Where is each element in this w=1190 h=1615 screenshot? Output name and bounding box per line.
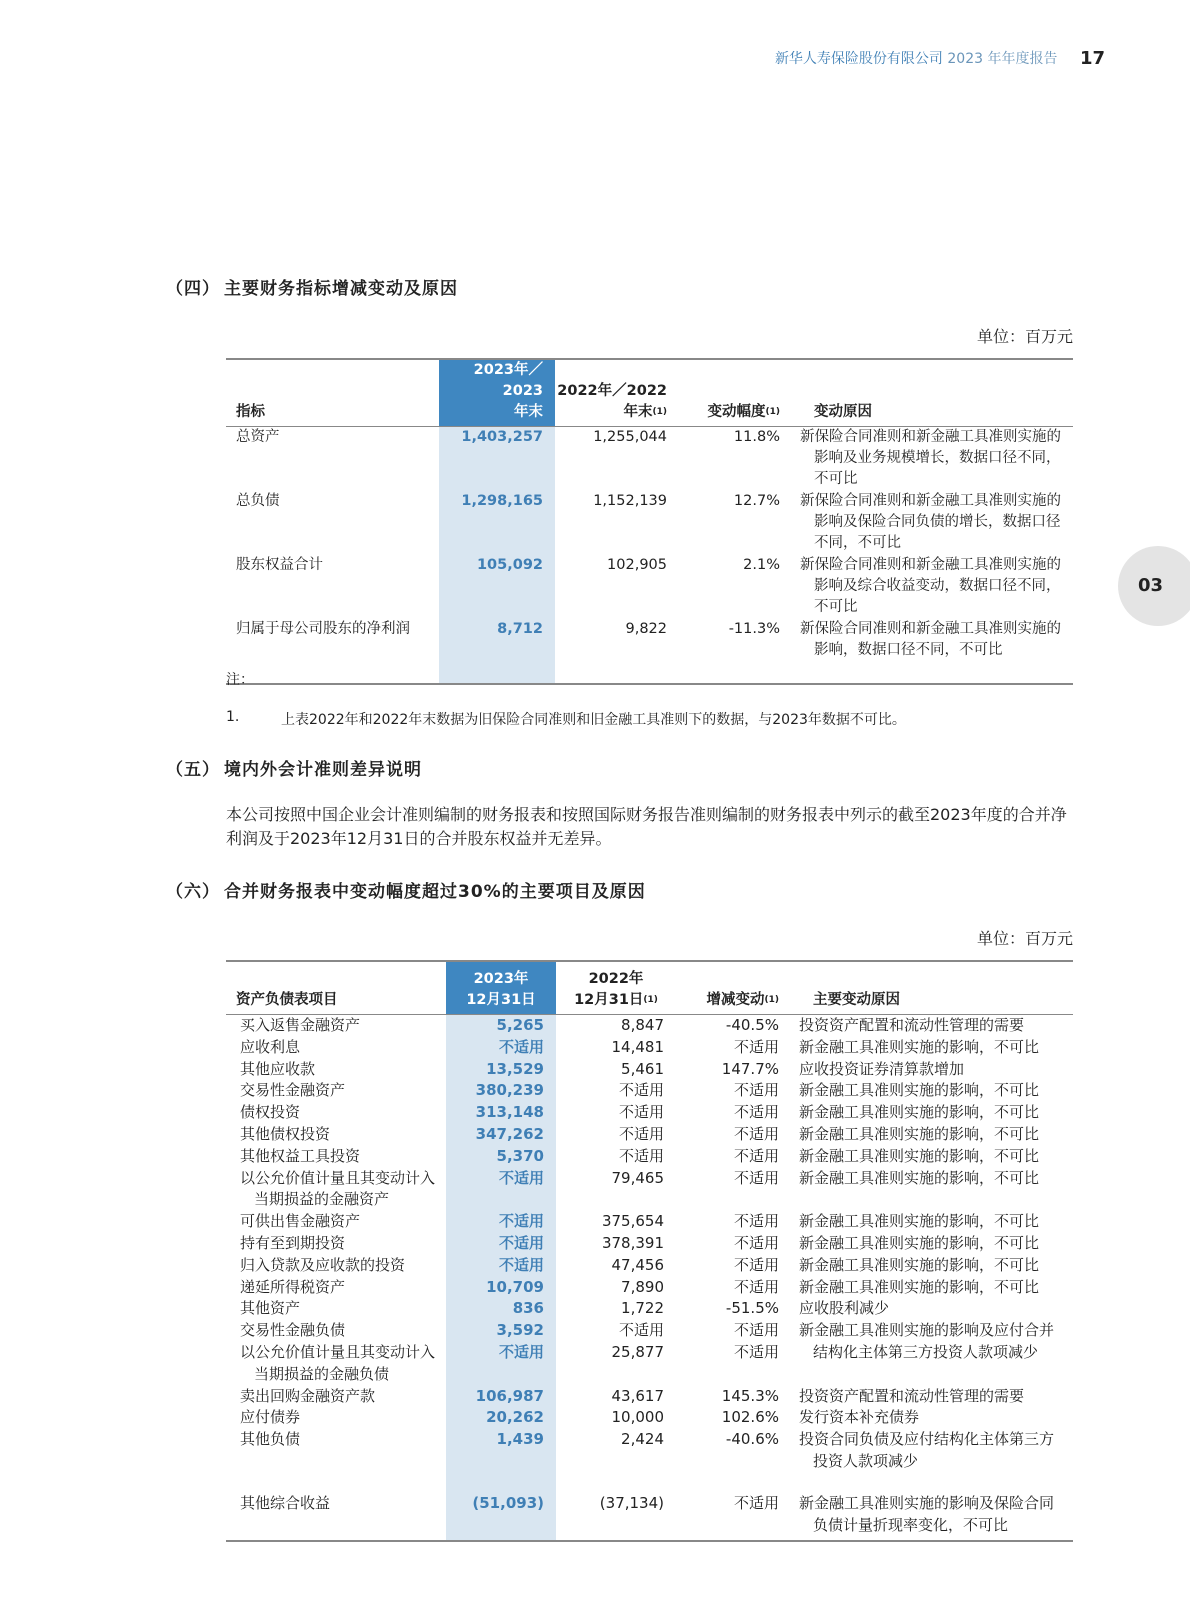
value-2022: 1,255,044 xyxy=(593,429,667,445)
value-2022: 不适用 xyxy=(618,1124,664,1143)
change-reason: 新金融工具准则实施的影响，不可比 xyxy=(799,1146,1040,1165)
item-name: 持有至到期投资 xyxy=(240,1233,346,1252)
value-2022: 10,000 xyxy=(611,1408,664,1427)
col-item: 资产负债表项目 xyxy=(226,962,446,1015)
change-rate: 不适用 xyxy=(733,1081,779,1100)
change-rate: 不适用 xyxy=(733,1168,779,1187)
value-2022: 375,654 xyxy=(601,1212,664,1231)
value-2022: 47,456 xyxy=(611,1255,664,1274)
value-2022: 9,822 xyxy=(625,621,667,637)
table-row xyxy=(226,1429,1073,1473)
value-2022: 8,847 xyxy=(621,1016,664,1034)
col-reason: 主要变动原因 xyxy=(791,962,1073,1015)
section5-heading: 境内外会计准则差异说明 xyxy=(224,760,422,780)
value-2023: 347,262 xyxy=(446,1124,556,1146)
value-2022: 14,481 xyxy=(611,1037,664,1056)
item-name: 其他应收款 xyxy=(240,1059,316,1078)
section6-title xyxy=(166,877,646,902)
company-name: 新华人寿保险股份有限公司 xyxy=(774,51,943,67)
value-2023: 836 xyxy=(446,1298,556,1320)
item-name: 交易性金融负债 xyxy=(240,1321,346,1340)
col-indicator: 指标 xyxy=(226,360,439,427)
col-2023: 2023年 12月31日 xyxy=(446,962,556,1015)
item-name: 债权投资 xyxy=(240,1103,301,1122)
value-2022: 1,152,139 xyxy=(593,493,667,509)
change-rate: 不适用 xyxy=(733,1321,779,1340)
col-2023: 2023年／2023 年末 xyxy=(439,360,555,427)
table-header-row xyxy=(226,962,1073,1015)
table-row xyxy=(226,1037,1073,1059)
page-header xyxy=(775,48,1105,69)
change-rate: -40.6% xyxy=(725,1430,779,1449)
change-rate: 102.6% xyxy=(721,1408,779,1427)
change-reason: 新金融工具准则实施的影响及应付合并结构化主体第三方投资人款项减少 xyxy=(799,1321,1055,1361)
section4-unit: 单位：百万元 xyxy=(976,327,1073,346)
indicator-name: 股东权益合计 xyxy=(236,557,323,573)
item-name: 递延所得税资产 xyxy=(240,1277,346,1296)
indicator-name: 总负债 xyxy=(236,493,280,509)
value-2022: 25,877 xyxy=(611,1342,664,1361)
value-2022: 43,617 xyxy=(611,1386,664,1405)
value-2022: 378,391 xyxy=(601,1233,664,1252)
value-2022: 79,465 xyxy=(611,1168,664,1187)
value-2023: 106,987 xyxy=(446,1386,556,1408)
change-rate: 145.3% xyxy=(721,1386,779,1405)
table-row xyxy=(226,1124,1073,1146)
section6-heading: 合并财务报表中变动幅度超过30%的主要项目及原因 xyxy=(224,882,646,902)
item-name: 应收利息 xyxy=(240,1037,301,1056)
indicator-name: 总资产 xyxy=(236,429,280,445)
table-row xyxy=(226,555,1073,619)
value-2023: (51,093) xyxy=(446,1473,556,1541)
col-change: 增减变动$^{(1)}$ xyxy=(676,962,791,1015)
value-2022: 102,905 xyxy=(607,557,667,573)
value-2023: 313,148 xyxy=(446,1102,556,1124)
section6-unit: 单位：百万元 xyxy=(976,929,1073,948)
note-label: 注： xyxy=(226,672,254,688)
change-reason: 新保险合同准则和新金融工具准则实施的影响及综合收益变动，数据口径不同，不可比 xyxy=(800,557,1061,615)
value-2023: 380,239 xyxy=(446,1080,556,1102)
col-change: 变动幅度$^{(1)}$ xyxy=(679,360,792,427)
value-2022: 不适用 xyxy=(618,1146,664,1165)
value-2023: 1,403,257 xyxy=(439,427,555,492)
change-reason: 投资资产配置和流动性管理的需要 xyxy=(799,1016,1025,1034)
value-2023: 不适用 xyxy=(446,1168,556,1212)
table-row xyxy=(226,1168,1073,1212)
table-row xyxy=(226,427,1073,492)
table-row xyxy=(226,491,1073,555)
item-name: 其他权益工具投资 xyxy=(240,1146,361,1165)
table-row xyxy=(226,1473,1073,1541)
change-rate: 不适用 xyxy=(733,1124,779,1143)
change-reason: 新金融工具准则实施的影响，不可比 xyxy=(799,1103,1040,1122)
value-2023: 3,592 xyxy=(446,1320,556,1342)
item-name: 归入贷款及应收款的投资 xyxy=(240,1255,406,1274)
value-2022: (37,134) xyxy=(599,1493,664,1512)
table-row xyxy=(226,1211,1073,1233)
change-reason: 新金融工具准则实施的影响，不可比 xyxy=(799,1037,1040,1056)
change-reason: 新金融工具准则实施的影响，不可比 xyxy=(799,1233,1040,1252)
section6-number: （六） xyxy=(166,882,220,902)
col-reason: 变动原因 xyxy=(792,360,1073,427)
value-2022: 不适用 xyxy=(618,1321,664,1340)
table-row xyxy=(226,1102,1073,1124)
change-rate: 2.1% xyxy=(743,557,780,573)
change-rate: 12.7% xyxy=(733,493,780,509)
value-2023: 8,712 xyxy=(439,619,555,683)
value-2023: 不适用 xyxy=(446,1342,556,1386)
change-reason: 投资合同负债及应付结构化主体第三方投资人款项减少 xyxy=(799,1430,1055,1470)
value-2022: 不适用 xyxy=(618,1081,664,1100)
section5-title xyxy=(166,755,422,780)
value-2022: 5,461 xyxy=(621,1059,664,1078)
item-name: 其他债权投资 xyxy=(240,1124,331,1143)
change-rate: 不适用 xyxy=(733,1342,779,1361)
change-reason: 新金融工具准则实施的影响，不可比 xyxy=(799,1255,1040,1274)
item-name: 其他负债 xyxy=(240,1430,301,1449)
item-name: 其他资产 xyxy=(240,1299,301,1318)
change-reason: 新金融工具准则实施的影响，不可比 xyxy=(799,1212,1040,1231)
item-name: 以公允价值计量且其变动计入当期损益的金融资产 xyxy=(240,1168,436,1209)
change-reason: 新金融工具准则实施的影响，不可比 xyxy=(799,1168,1040,1187)
section5-number: （五） xyxy=(166,760,220,780)
report-title: 2023 年年度报告 xyxy=(947,51,1058,67)
indicator-name: 归属于母公司股东的净利润 xyxy=(236,621,410,637)
table-row xyxy=(226,1407,1073,1429)
change-rate: 不适用 xyxy=(733,1277,779,1296)
change-rate: 147.7% xyxy=(721,1059,779,1078)
change-reason: 新保险合同准则和新金融工具准则实施的影响及业务规模增长，数据口径不同，不可比 xyxy=(800,429,1061,487)
value-2022: 不适用 xyxy=(618,1103,664,1122)
change-reason: 新金融工具准则实施的影响，不可比 xyxy=(799,1277,1040,1296)
change-reason: 投资资产配置和流动性管理的需要 xyxy=(799,1386,1025,1405)
table-row xyxy=(226,619,1073,683)
item-name: 卖出回购金融资产款 xyxy=(240,1386,376,1405)
item-name: 买入返售金融资产 xyxy=(240,1016,361,1034)
value-2023: 不适用 xyxy=(446,1233,556,1255)
section4-number: （四） xyxy=(166,279,220,299)
col-2022: 2022年 12月31日$^{(1)}$ xyxy=(556,962,676,1015)
table-row xyxy=(226,1233,1073,1255)
table-row xyxy=(226,1277,1073,1299)
change-rate: 不适用 xyxy=(733,1493,779,1512)
value-2023: 5,370 xyxy=(446,1146,556,1168)
table-row xyxy=(226,1080,1073,1102)
table-row xyxy=(226,1059,1073,1081)
change-rate: 不适用 xyxy=(733,1255,779,1274)
table-row xyxy=(226,1146,1073,1168)
change-reason: 新金融工具准则实施的影响，不可比 xyxy=(799,1124,1040,1143)
section4-heading: 主要财务指标增减变动及原因 xyxy=(224,279,458,299)
item-name: 以公允价值计量且其变动计入当期损益的金融负债 xyxy=(240,1342,436,1383)
value-2023: 1,439 xyxy=(446,1429,556,1473)
change-reason: 新保险合同准则和新金融工具准则实施的影响，数据口径不同，不可比 xyxy=(800,621,1061,658)
change-rate: 11.8% xyxy=(733,429,780,445)
change-reason: 应收投资证券清算款增加 xyxy=(799,1059,965,1078)
value-2022: 2,424 xyxy=(621,1430,664,1449)
change-rate: -11.3% xyxy=(728,621,780,637)
value-2023: 10,709 xyxy=(446,1277,556,1299)
change-reason: 应收股利减少 xyxy=(799,1299,890,1318)
col-2022: 2022年／2022 年末$^{(1)}$ xyxy=(555,360,679,427)
value-2023: 105,092 xyxy=(439,555,555,619)
value-2023: 不适用 xyxy=(446,1211,556,1233)
change-reason: 新保险合同准则和新金融工具准则实施的影响及保险合同负债的增长，数据口径不同，不可比 xyxy=(800,493,1061,551)
value-2022: 7,890 xyxy=(621,1277,664,1296)
value-2023: 不适用 xyxy=(446,1255,556,1277)
change-reason: 发行资本补充债券 xyxy=(799,1408,920,1427)
item-name: 其他综合收益 xyxy=(240,1493,331,1512)
change-reason: 新金融工具准则实施的影响及保险合同负债计量折现率变化，不可比 xyxy=(799,1493,1055,1534)
value-2023: 13,529 xyxy=(446,1059,556,1081)
table-row xyxy=(226,1320,1073,1342)
table-row xyxy=(226,1255,1073,1277)
change-rate: 不适用 xyxy=(733,1037,779,1056)
change-rate: 不适用 xyxy=(733,1146,779,1165)
note-text: 上表2022年和2022年末数据为旧保险合同准则和旧金融工具准则下的数据，与2023年数据不可比。 xyxy=(281,712,906,728)
page-number: 17 xyxy=(1079,48,1105,69)
change-rate: -40.5% xyxy=(725,1016,779,1034)
value-2023: 1,298,165 xyxy=(439,491,555,555)
change-rate: -51.5% xyxy=(725,1299,779,1318)
table-header-row xyxy=(226,360,1073,427)
financial-indicators-table xyxy=(226,358,1073,685)
balance-sheet-changes-table xyxy=(226,960,1073,1542)
table-row xyxy=(226,1386,1073,1408)
note-number: 1. xyxy=(226,709,240,725)
value-2022: 1,722 xyxy=(621,1299,664,1318)
section5-body: 本公司按照中国企业会计准则编制的财务报表和按照国际财务报告准则编制的财务报表中列示的截至2023年度的合并净利润及于2023年12月31日的合并股东权益并无差异。 xyxy=(226,805,1067,848)
item-name: 交易性金融资产 xyxy=(240,1081,346,1100)
change-rate: 不适用 xyxy=(733,1233,779,1252)
table-row xyxy=(226,1015,1073,1037)
change-rate: 不适用 xyxy=(733,1103,779,1122)
section4-title xyxy=(166,274,458,299)
value-2023: 5,265 xyxy=(446,1015,556,1037)
change-reason: 新金融工具准则实施的影响，不可比 xyxy=(799,1081,1040,1100)
chapter-tab[interactable]: 03 xyxy=(1118,546,1190,626)
item-name: 应付债券 xyxy=(240,1408,301,1427)
item-name: 可供出售金融资产 xyxy=(240,1212,361,1231)
change-rate: 不适用 xyxy=(733,1212,779,1231)
value-2023: 不适用 xyxy=(446,1037,556,1059)
table-row xyxy=(226,1298,1073,1320)
value-2023: 20,262 xyxy=(446,1407,556,1429)
